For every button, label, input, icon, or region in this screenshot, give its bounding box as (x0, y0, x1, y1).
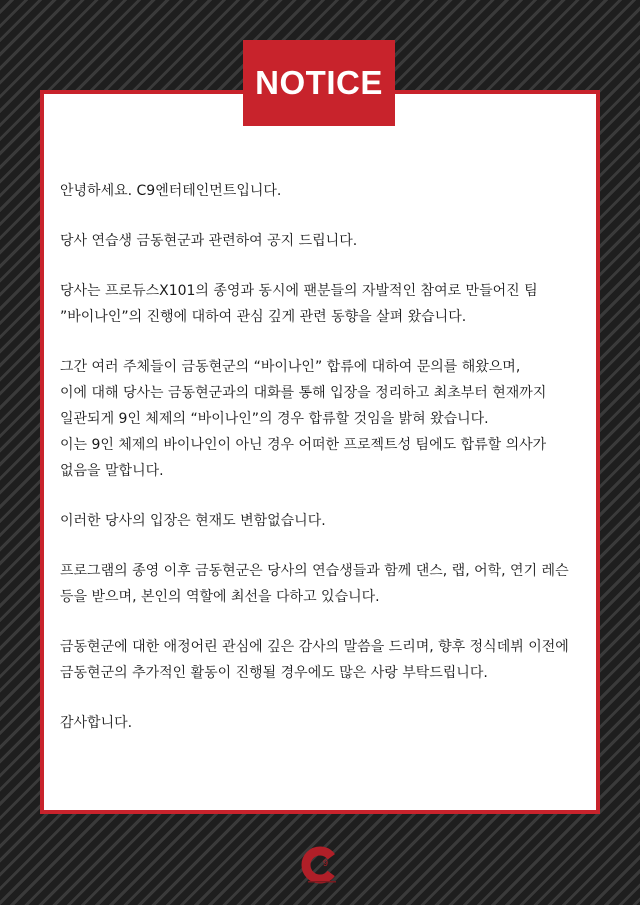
text-line: 이는 9인 체제의 바이나인이 아닌 경우 어떠한 프로젝트성 팀에도 합류할 의사가 (60, 437, 547, 453)
text-line: 이러한 당사의 입장은 현재도 변함없습니다. (60, 513, 326, 529)
text-line: 등을 받으며, 본인의 역할에 최선을 다하고 있습니다. (60, 589, 380, 605)
paragraph-background (60, 278, 580, 330)
notice-badge (243, 40, 395, 126)
paragraph-training (60, 558, 580, 610)
text-line: 감사합니다. (60, 715, 133, 731)
text-line: 이에 대해 당사는 금동현군과의 대화를 통해 입장을 정리하고 최초부터 현재까지 (60, 385, 547, 401)
text-line: 당사 연습생 금동현군과 관련하여 공지 드립니다. (60, 233, 358, 249)
text-line: 그간 여러 주체들이 금동현군의 “바이나인” 합류에 대하여 문의를 해왔으며, (60, 359, 521, 375)
text-line: ”바이나인”의 진행에 대하여 관심 깊게 관련 동향을 살펴 왔습니다. (60, 309, 467, 325)
paragraph-greeting (60, 178, 580, 204)
logo-superscript: 9 (323, 858, 329, 868)
paragraph-intro (60, 228, 580, 254)
notice-body (60, 178, 580, 760)
paragraph-thanks-support (60, 634, 580, 686)
text-line: 당사는 프로듀스X101의 종영과 동시에 팬분들의 자발적인 참여로 만들어진 팀 (60, 283, 538, 299)
text-line: 금동현군에 대한 애정어린 관심에 깊은 감사의 말씀을 드리며, 향후 정식데뷔 이전에 (60, 639, 569, 655)
text-line: 안녕하세요. C9엔터테인먼트입니다. (60, 183, 282, 199)
text-line: 없음을 말합니다. (60, 463, 164, 479)
text-line: 프로그램의 종영 이후 금동현군은 당사의 연습생들과 함께 댄스, 랩, 어학, 연기 레슨 (60, 563, 569, 579)
paragraph-closing (60, 710, 580, 736)
text-line: 금동현군의 추가적인 활동이 진행될 경우에도 많은 사랑 부탁드립니다. (60, 665, 488, 681)
paragraph-unchanged (60, 508, 580, 534)
paragraph-position (60, 354, 580, 484)
c9-logo-icon (300, 843, 344, 887)
notice-title: NOTICE (255, 64, 383, 101)
text-line: 일관되게 9인 체제의 “바이나인”의 경우 합류할 것임을 밝혀 왔습니다. (60, 411, 489, 427)
